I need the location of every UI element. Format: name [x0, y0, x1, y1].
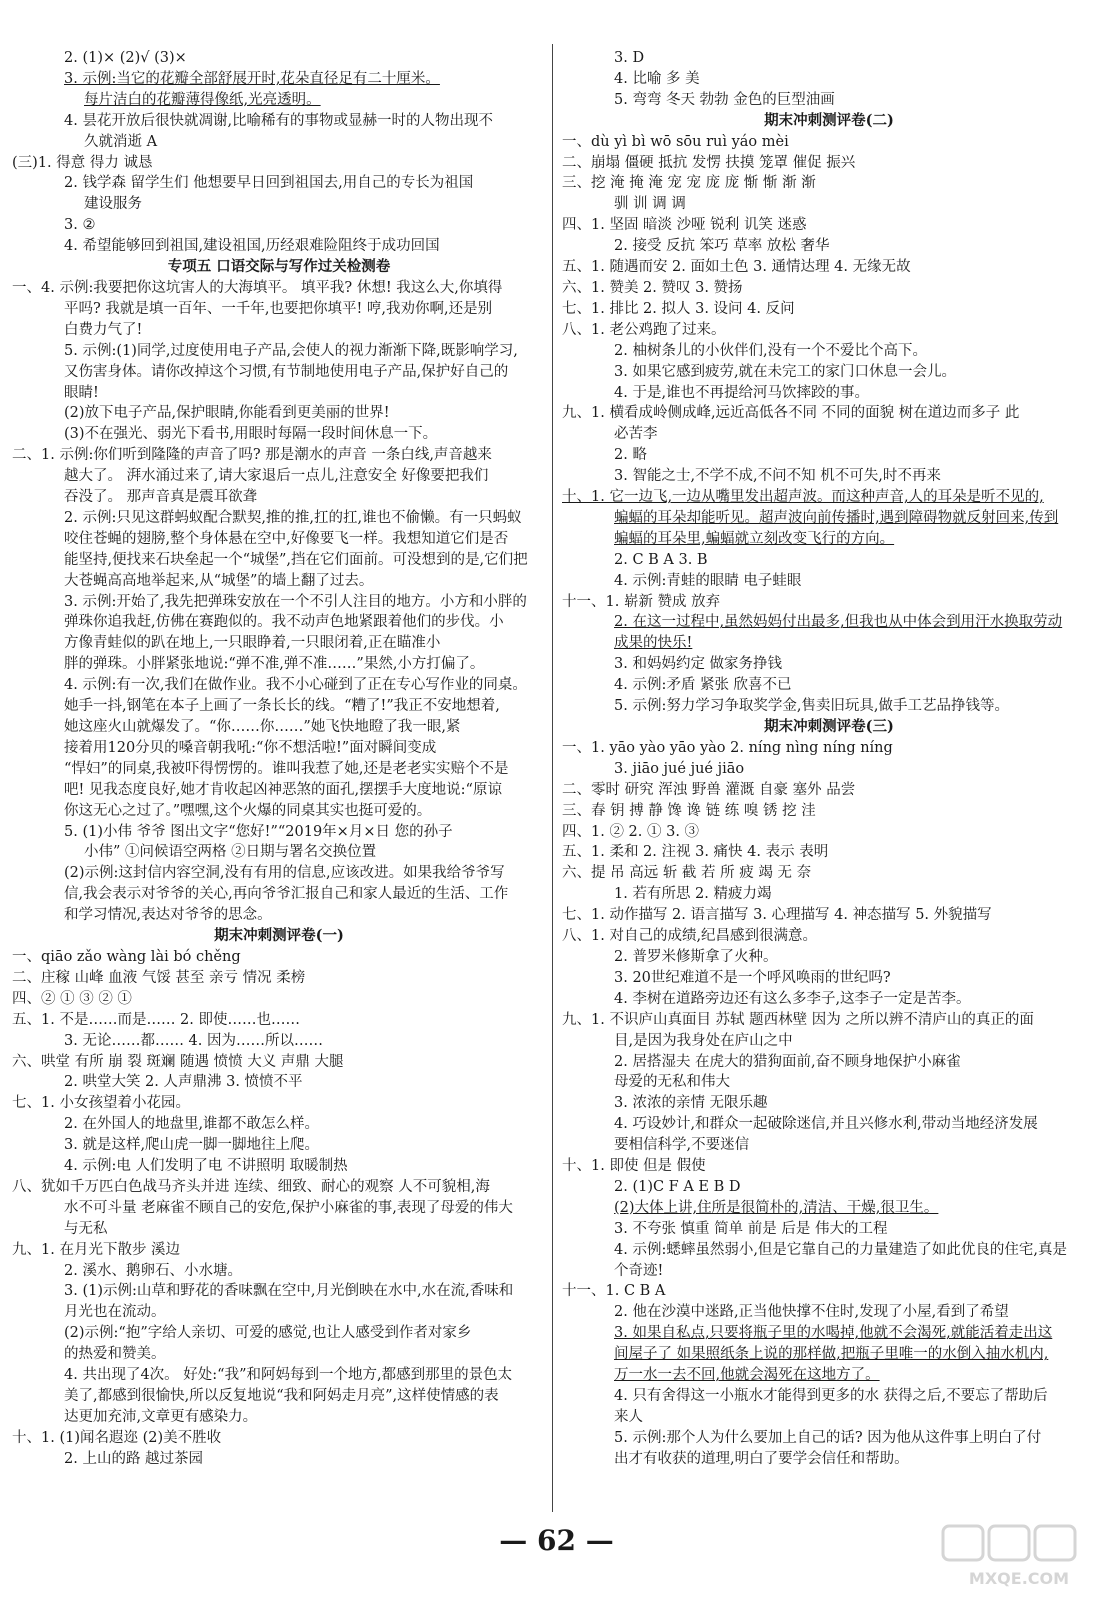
answer-line: 必苦李	[614, 426, 658, 443]
answer-line: 眼睛!	[64, 384, 99, 401]
answer-line: 4. 示例:电 人们发明了电 不讲照明 取暖制热	[64, 1158, 348, 1175]
answer-line: 2. 在这一过程中,虽然妈妈付出最多,但我也从中体会到用汗水换取劳动	[614, 614, 1063, 631]
answer-line: 月光也在流动。	[64, 1304, 166, 1321]
answer-line: “悍妇”的同桌,我被吓得愣愣的。谁叫我惹了她,还是老老实实赔个不是	[64, 760, 509, 777]
answer-line: 4. 示例:矛盾 紧张 欣喜不已	[614, 677, 792, 694]
answer-line: 3. 不夸张 慎重 简单 前是 后是 伟大的工程	[614, 1220, 888, 1237]
left-column	[12, 48, 546, 1470]
answer-line: 专项五 口语交际与写作过关检测卷	[167, 258, 391, 276]
answer-line: 接着用120分贝的嗓音朝我吼:“你不想活啦!”面对瞬间变成	[64, 739, 437, 756]
answer-line: 七、1. 动作描写 2. 语言描写 3. 心理描写 4. 神态描写 5. 外貌描写	[562, 907, 992, 924]
answer-line: 4. 李树在道路旁边还有这么多李子,这李子一定是苦李。	[614, 990, 971, 1007]
answer-line: 八、1. 对自己的成绩,纪昌感到很满意。	[562, 928, 818, 945]
answer-line: 大苍蝇高高地举起来,从“城堡”的墙上翻了过去。	[64, 572, 374, 589]
answer-line: 4. 希望能够回到祖国,建设祖国,历经艰难险阻终于成功回国	[64, 238, 440, 255]
column-divider	[552, 44, 553, 1512]
answer-line: 弹珠你追我赶,仿佛在赛跑似的。我不动声色地紧跟着他们的步伐。小	[64, 614, 504, 631]
answer-line: 2. 居搭湿夫 在虎大的猎狗面前,奋不顾身地保护小麻雀	[614, 1053, 961, 1070]
answer-line: (2)示例:这封信内容空洞,没有有用的信息,应该改进。如果我给爷爷写	[64, 865, 505, 882]
answer-line: 三、挖 淹 掩 淹 宠 宠 庞 庞 惭 惭 渐 渐	[562, 175, 816, 192]
answer-line: 来人	[614, 1408, 643, 1425]
answer-line: 2. (1)× (2)√ (3)×	[64, 50, 187, 66]
answer-line: 期末冲刺测评卷(二)	[764, 111, 894, 129]
answer-line: 3. ②	[64, 217, 96, 234]
answer-line: 信,我会表示对爷爷的关心,再向爷爷汇报自己和家人最近的生活、工作	[64, 886, 509, 903]
answer-line: 六、提 吊 高远 斩 截 若 所 疲 竭 无 奈	[562, 865, 812, 882]
answer-line: 2. 普罗米修斯拿了火种。	[614, 948, 778, 965]
answer-line: 期末冲刺测评卷(三)	[764, 718, 894, 735]
answer-line: (2)示例:“抱”字给人亲切、可爱的感觉,也让人感受到作者对家乡	[64, 1325, 472, 1342]
answer-line: 3. 如果它感到疲劳,就在未完工的家门口休息一会儿。	[614, 363, 957, 380]
answer-line: 2. 在外国人的地盘里,谁都不敢怎么样。	[64, 1116, 320, 1133]
answer-line: 每片洁白的花瓣薄得像纸,光亮透明。	[84, 91, 321, 108]
answer-line: (三)1. 得意 得力 诚恳	[12, 154, 153, 171]
answer-line: 五、1. 柔和 2. 注视 3. 痛快 4. 表示 表明	[562, 844, 829, 861]
answer-line: 三、春 钥 搏 静 馋 谗 链 练 嗅 锈 挖 洼	[562, 802, 816, 819]
answer-line: 十、1. (1)闻名遐迩 (2)美不胜收	[12, 1429, 222, 1446]
answer-line: (3)不在强光、弱光下看书,用眼时每隔一段时间休息一下。	[64, 426, 438, 443]
answer-line: 3. 就是这样,爬山虎一脚一脚地往上爬。	[64, 1137, 320, 1154]
answer-line: 3. 和妈妈约定 做家务挣钱	[614, 656, 783, 673]
answer-line: 五、1. 随遇而安 2. 面如土色 3. 通情达理 4. 无缘无故	[562, 259, 911, 276]
answer-line: 一、1. yāo yào yāo yào 2. níng nìng níng níng	[562, 739, 893, 756]
answer-line: 4. 昙花开放后很快就凋谢,比喻稀有的事物或显赫一时的人物出现不	[64, 112, 494, 129]
answer-line: 四、1. ② 2. ① 3. ③	[562, 823, 700, 840]
answer-line: 4. 巧设妙计,和群众一起破除迷信,并且兴修水利,带动当地经济发展	[614, 1116, 1038, 1133]
answer-line: 4. 示例:青蛙的眼睛 电子蛙眼	[614, 572, 802, 589]
answer-line: 和学习情况,表达对爷爷的思念。	[64, 907, 272, 924]
answer-line: 吞没了。 那声音真是震耳欲聋	[64, 489, 258, 506]
answer-line: 一、qiāo zǎo wàng lài bó chěng	[12, 948, 241, 965]
answer-line: 七、1. 排比 2. 拟人 3. 设问 4. 反问	[562, 300, 795, 317]
answer-line: 二、庄稼 山峰 血液 气馁 甚至 亲亏 情况 柔榜	[12, 969, 306, 986]
answer-line: 十、1. 即使 但是 假使	[562, 1158, 706, 1175]
answer-line: 万一水一去不回,他就会渴死在这地方了。	[614, 1367, 880, 1384]
answer-line: 吧! 见我态度良好,她才肯收起凶神恶煞的面孔,摆摆手大度地说:“原谅	[64, 781, 502, 798]
answer-line: (2)放下电子产品,保护眼睛,你能看到更美丽的世界!	[64, 405, 390, 422]
answer-line: 你这无心之过了。”嘿嘿,这个火爆的同桌其实也挺可爱的。	[64, 802, 432, 819]
answer-line: 她这座火山就爆发了。“你……你……”她飞快地瞪了我一眼,紧	[64, 719, 461, 735]
answer-line: 2. 钱学森 留学生们 他想要早日回到祖国去,用自己的专长为祖国	[64, 175, 474, 192]
answer-line: 九、1. 横看成岭侧成峰,远近高低各不同 不同的面貌 树在道边而多子 此	[562, 405, 1020, 422]
answer-line: 一、4. 示例:我要把你这坑害人的大海填平。 填平我? 休想! 我这么大,你填得	[12, 279, 503, 296]
answer-line: 4. 示例:蟋蟀虽然弱小,但是它靠自己的力量建造了如此优良的住宅,真是	[614, 1241, 1068, 1258]
answer-line: 2. (1)C F A E B D	[614, 1178, 741, 1195]
answer-line: 平吗? 我就是填一百年、一千年,也要把你填平! 哼,我劝你啊,还是别	[64, 300, 493, 317]
answer-line: 二、1. 示例:你们听到隆隆的声音了吗? 那是潮水的声音 一条白线,声音越来	[12, 447, 492, 464]
answer-line: 驯 训 调 调	[614, 196, 686, 213]
answer-line: 二、崩塌 僵硬 抵抗 发愣 扶摸 笼罩 催促 振兴	[562, 154, 856, 171]
answer-line: 5. 示例:那个人为什么要加上自己的话? 因为他从这件事上明白了付	[614, 1429, 1042, 1446]
answer-line: 水不可斗量 老麻雀不顾自己的安危,保护小麻雀的事,表现了母爱的伟大	[64, 1199, 513, 1216]
answer-line: 十一、1. 崭新 赞成 放弃	[562, 593, 721, 610]
answer-line: 3. 示例:开始了,我先把弹珠安放在一个不引人注目的地方。小方和小胖的	[64, 593, 527, 610]
answer-line: 3. D	[614, 50, 645, 66]
answer-line: 久就消逝 A	[84, 133, 158, 150]
answer-line: 八、1. 老公鸡跑了过来。	[562, 321, 726, 338]
answer-line: 达更加充沛,文章更有感染力。	[64, 1408, 258, 1425]
answer-line: 六、1. 赞美 2. 赞叹 3. 赞扬	[562, 279, 743, 296]
answer-line: 十、1. 它一边飞,一边从嘴里发出超声波。而这种声音,人的耳朵是听不见的,	[562, 489, 1044, 506]
answer-line: 间屋子了 如果照纸条上说的那样做,把瓶子里唯一的水倒入抽水机内,	[614, 1346, 1049, 1363]
answer-line: 3. 无论……都…… 4. 因为……所以……	[64, 1032, 323, 1049]
answer-line: 蝙蝠的耳朵里,蝙蝠就立刻改变飞行的方向。	[614, 530, 895, 547]
answer-line: 5. 示例:努力学习争取奖学金,售卖旧玩具,做手工艺品挣钱等。	[614, 698, 1010, 715]
answer-line: 2. 溪水、鹅卵石、小水塘。	[64, 1262, 242, 1279]
answer-line: 4. 比喻 多 美	[614, 70, 700, 87]
answer-line: 二、零时 研究 浑浊 野兽 灌溉 自豪 塞外 品尝	[562, 781, 856, 798]
answer-line: 八、犹如千万匹白色战马齐头并进 连续、细致、耐心的观察 人不可貌相,海	[12, 1178, 490, 1195]
answer-line: 5. 弯弯 冬天 勃勃 金色的巨型油画	[614, 91, 835, 108]
answer-line: 4. 示例:有一次,我们在做作业。我不小心碰到了正在专心写作业的同桌。	[64, 677, 527, 694]
answer-line: 4. 于是,谁也不再提给河马饮摔跤的事。	[614, 384, 870, 401]
answer-line: 3. 20世纪难道不是一个呼风唤雨的世纪吗?	[614, 969, 891, 986]
answer-line: 3. 浓浓的亲情 无限乐趣	[614, 1095, 768, 1112]
answer-line: 期末冲刺测评卷(一)	[214, 927, 344, 945]
answer-line: 美了,都感到很愉快,所以反复地说“我和阿妈走月亮”,这样使情感的表	[64, 1388, 499, 1404]
answer-line: 4. 只有舍得这一小瓶水才能得到更多的水 获得之后,不要忘了帮助后	[614, 1388, 1048, 1404]
answer-line: 方像青蛙似的趴在地上,一只眼睁着,一只眼闭着,正在瞄准小	[64, 635, 441, 652]
answer-line: 六、哄堂 有所 崩 裂 斑斓 随遇 愤愤 大义 声鼎 大腿	[12, 1053, 344, 1070]
answer-line: 九、1. 不识庐山真面目 苏轼 题西林壁 因为 之所以辨不清庐山的真正的面	[562, 1011, 1034, 1028]
answer-line: 5. (1)小伟 爷爷 图出文字“您好!”“2019年×月×日 您的孙子	[64, 823, 453, 840]
answer-line: 十一、1. C B A	[562, 1283, 666, 1300]
answer-line: 2. 接受 反抗 笨巧 草率 放松 奢华	[614, 238, 830, 255]
answer-line: 要相信科学,不要迷信	[614, 1137, 750, 1154]
answer-line: 2. 示例:只见这群蚂蚁配合默契,推的推,扛的扛,谁也不偷懒。有一只蚂蚁	[64, 509, 522, 526]
answer-line: 3. 示例:当它的花瓣全部舒展开时,花朵直径足有二十厘米。	[64, 70, 440, 87]
answer-line: 能坚持,便找来石块垒起一个“城堡”,挡在它们面前。可没想到的是,它们把	[64, 551, 528, 568]
answer-line: 与无私	[64, 1220, 108, 1237]
answer-line: 蝙蝠的耳朵却能听见。超声波向前传播时,遇到障碍物就反射回来,传到	[614, 509, 1059, 526]
answer-line: 小伟” ①问候语空两格 ②日期与署名交换位置	[84, 844, 377, 861]
watermark-logo	[939, 1522, 1099, 1592]
answer-line: 九、1. 在月光下散步 溪边	[12, 1241, 181, 1258]
answer-line: 2. C B A 3. B	[614, 551, 708, 568]
answer-line: 3. 智能之士,不学不成,不问不知 机不可失,时不再来	[614, 468, 941, 485]
answer-line: 2. 柚树条儿的小伙伴们,没有一个不爱比个高下。	[614, 342, 928, 359]
answer-line: 2. 他在沙漠中迷路,正当他快撑不住时,发现了小屋,看到了希望	[614, 1304, 1009, 1321]
answer-line: 建设服务	[84, 196, 142, 213]
answer-line: 出才有收获的道理,明白了要学会信任和帮助。	[614, 1450, 909, 1467]
answer-line: 成果的快乐!	[614, 635, 693, 652]
answer-line: 母爱的无私和伟大	[614, 1074, 730, 1091]
answer-line: 咬住苍蝇的翅膀,整个身体悬在空中,好像要飞一样。我想知道它们是否	[64, 530, 509, 547]
answer-line: 3. (1)示例:山草和野花的香味飘在空中,月光倒映在水中,水在流,香味和	[64, 1283, 514, 1300]
answer-line: 3. jiāo jué jué jiāo	[614, 760, 745, 777]
answer-line: 2. 略	[614, 447, 647, 464]
answer-line: 1. 若有所思 2. 精疲力竭	[614, 886, 772, 903]
answer-line: 4. 共出现了4次。 好处:“我”和阿妈每到一个地方,都感到那里的景色太	[64, 1367, 513, 1384]
answer-line: 越大了。 湃水涌过来了,请大家退后一点儿,注意安全 好像要把我们	[64, 468, 489, 485]
watermark-text: MXQE.COM	[968, 1569, 1070, 1588]
answer-line: 四、② ① ③ ② ①	[12, 990, 132, 1007]
answer-line: 2. 哄堂大笑 2. 人声鼎沸 3. 愤愤不平	[64, 1074, 303, 1091]
answer-line: 又伤害身体。请你改掉这个习惯,有节制地使用电子产品,保护好自己的	[64, 363, 509, 380]
answer-line: 七、1. 小女孩望着小花园。	[12, 1095, 190, 1112]
answer-line: 5. 示例:(1)同学,过度使用电子产品,会使人的视力渐渐下降,既影响学习,	[64, 342, 518, 359]
answer-line: 一、dù yì bì wō sōu ruì yáo mèi	[562, 133, 789, 150]
answer-line: 胖的弹珠。小胖紧张地说:“弹不准,弹不准……”果然,小方打偏了。	[64, 656, 485, 673]
answer-line: (2)大体上讲,住所是很简朴的,清洁、干燥,很卫生。	[614, 1199, 939, 1216]
answer-line: 白费力气了!	[64, 321, 143, 338]
answer-line: 她手一抖,钢笔在本子上画了一条长长的线。“糟了!”我正不安地想着,	[64, 698, 500, 715]
answer-line: 个奇迹!	[614, 1262, 664, 1279]
answer-line: 五、1. 不是……而是…… 2. 即使……也……	[12, 1011, 300, 1028]
answer-line: 3. 如果自私点,只要将瓶子里的水喝掉,他就不会渴死,就能活着走出这	[614, 1325, 1053, 1342]
right-column	[562, 48, 1096, 1470]
page-number: — 62 —	[499, 1524, 614, 1557]
answer-line: 目,是因为我身处在庐山之中	[614, 1032, 793, 1049]
answer-line: 的热爱和赞美。	[64, 1346, 166, 1363]
answer-line: 2. 上山的路 越过茶园	[64, 1450, 204, 1467]
answer-line: 四、1. 坚固 暗淡 沙哑 锐利 讥笑 迷惑	[562, 217, 807, 234]
